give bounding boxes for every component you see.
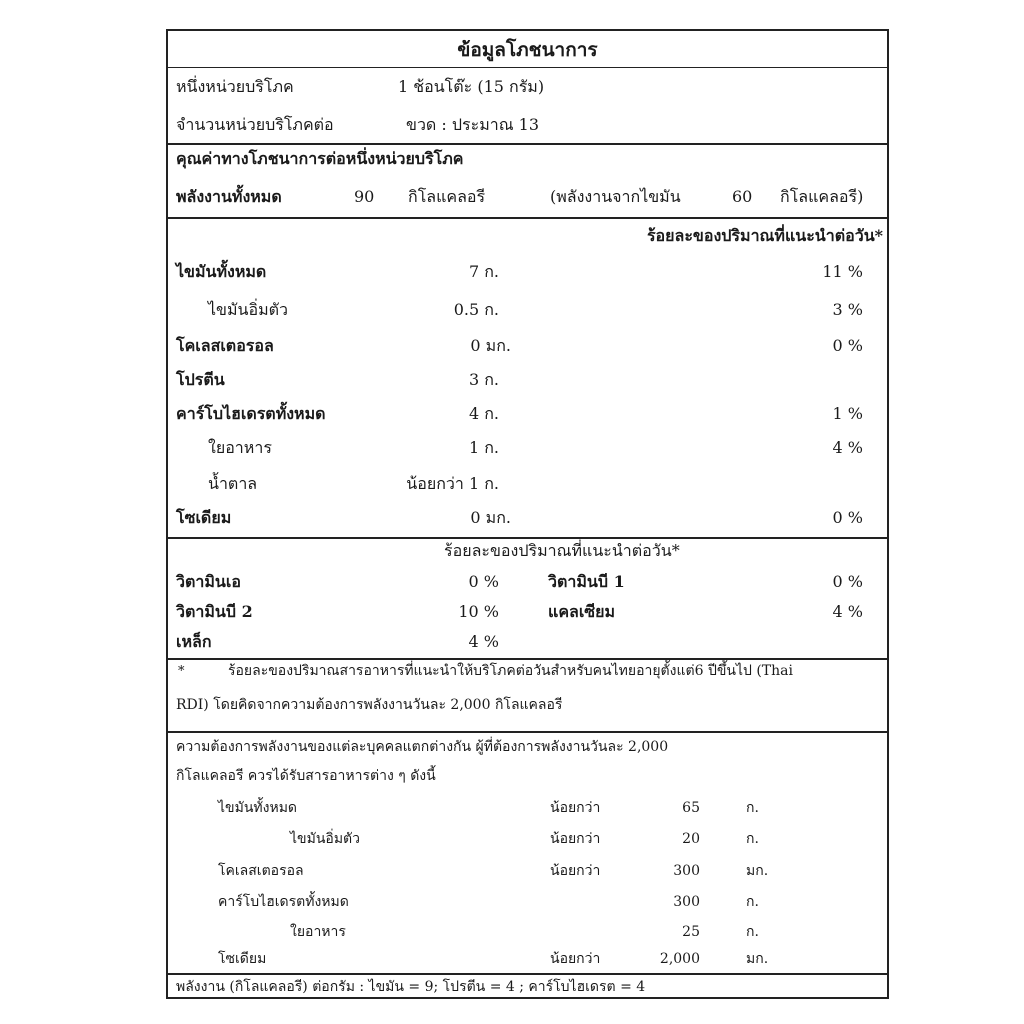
nutrient-name: โซเดียม [176,508,232,527]
nutrient-name: คาร์โบไฮเดรตทั้งหมด [176,404,326,423]
nutrient-daily-value: 0 % [832,336,863,355]
reference-value: 300 [673,863,700,879]
nutrient-amount: 1 ก. [468,438,499,457]
divider [168,973,887,975]
nutrient-amount: 3 ก. [468,370,499,389]
vitamin-name: แคลเซียม [548,602,616,621]
nutrient-daily-value: 3 % [832,300,863,319]
nutrition-per-serving-heading: คุณค่าทางโภชนาการต่อหนึ่งหน่วยบริโภค [176,149,464,168]
total-energy-unit: กิโลแคลอรี [408,187,486,206]
serving-size-label: หนึ่งหน่วยบริโภค [176,77,294,96]
nutrient-name: น้ำตาล [208,474,258,493]
nutrient-name: ใยอาหาร [208,438,272,457]
reference-value: 25 [682,924,700,940]
reference-nutrient-name: คาร์โบไฮเดรตทั้งหมด [218,894,349,910]
divider [168,67,887,68]
footnote-line-1: ร้อยละของปริมาณสารอาหารที่แนะนำให้บริโภคต่อวันสำหรับคนไทยอายุตั้งแต่6 ปีขึ้นไป (Thai [228,663,793,679]
reference-nutrient-name: ไขมันอิ่มตัว [290,831,360,847]
reference-intro-line-2: กิโลแคลอรี ควรได้รับสารอาหารต่าง ๆ ดังนี้ [176,768,436,784]
nutrient-amount: 0 มก. [470,336,511,355]
reference-intro-line-1: ความต้องการพลังงานของแต่ละบุคคลแตกต่างกัน ผู้ที่ต้องการพลังงานวันละ 2,000 [176,739,669,755]
reference-value: 20 [682,831,700,847]
vitamin-value: 10 % [458,602,499,621]
reference-value: 300 [673,894,700,910]
divider [168,537,887,539]
footnote-line-2: RDI) โดยคิดจากความต้องการพลังงานวันละ 2,000 กิโลแคลอรี [176,697,563,713]
total-energy-label: พลังงานทั้งหมด [176,187,282,206]
nutrient-name: ไขมันทั้งหมด [176,262,267,281]
reference-unit: ก. [746,924,759,940]
reference-nutrient-name: ใยอาหาร [290,924,346,940]
reference-unit: มก. [746,951,769,967]
vitamin-name: วิตามินบี 2 [176,602,253,621]
reference-qualifier: น้อยกว่า [550,951,601,967]
nutrient-daily-value: 0 % [832,508,863,527]
nutrition-label [166,29,889,999]
vitamin-value: 4 % [468,632,499,651]
servings-per-container-label: จำนวนหน่วยบริโภคต่อ [176,115,334,134]
servings-per-container-value: ขวด : ประมาณ 13 [406,115,540,134]
vitamin-value: 4 % [832,602,863,621]
total-energy-value: 90 [354,187,375,206]
nutrient-amount: 7 ก. [468,262,499,281]
label-title: ข้อมูลโภชนาการ [457,39,598,61]
nutrient-name: โคเลสเตอรอล [176,336,274,355]
reference-qualifier: น้อยกว่า [550,831,601,847]
reference-unit: มก. [746,863,769,879]
fat-energy-unit: กิโลแคลอรี) [780,187,864,206]
reference-value: 65 [682,800,700,816]
vitamin-name: เหล็ก [176,632,212,651]
serving-size-value: 1 ช้อนโต๊ะ (15 กรัม) [398,77,545,96]
divider [168,658,887,660]
vitamin-name: วิตามินเอ [176,572,241,591]
nutrient-amount: 0 มก. [470,508,511,527]
vitamin-value: 0 % [832,572,863,591]
reference-qualifier: น้อยกว่า [550,800,601,816]
vitamin-value: 0 % [468,572,499,591]
reference-nutrient-name: โคเลสเตอรอล [218,863,304,879]
reference-unit: ก. [746,894,759,910]
reference-nutrient-name: โซเดียม [218,951,267,967]
reference-nutrient-name: ไขมันทั้งหมด [218,800,298,816]
footnote-asterisk: * [178,664,185,679]
divider [168,143,887,145]
reference-unit: ก. [746,800,759,816]
nutrient-name: ไขมันอิ่มตัว [208,300,288,319]
nutrient-daily-value: 11 % [822,262,863,281]
reference-unit: ก. [746,831,759,847]
reference-qualifier: น้อยกว่า [550,863,601,879]
nutrient-name: โปรตีน [176,370,225,389]
fat-energy-value: 60 [732,187,753,206]
vitamins-daily-value-header: ร้อยละของปริมาณที่แนะนำต่อวัน* [444,541,680,560]
daily-value-header: ร้อยละของปริมาณที่แนะนำต่อวัน* [646,226,883,245]
reference-value: 2,000 [659,951,700,967]
divider [168,217,887,219]
nutrient-daily-value: 4 % [832,438,863,457]
nutrient-amount: 4 ก. [468,404,499,423]
vitamin-name: วิตามินบี 1 [548,572,625,591]
nutrient-amount: 0.5 ก. [453,300,499,319]
nutrient-daily-value: 1 % [832,404,863,423]
fat-energy-label: (พลังงานจากไขมัน [550,187,681,206]
divider [168,731,887,733]
nutrient-amount: น้อยกว่า 1 ก. [406,474,499,493]
energy-conversion-factors: พลังงาน (กิโลแคลอรี) ต่อกรัม : ไขมัน = 9; โปรตีน = 4 ; คาร์โบไฮเดรต = 4 [176,979,646,995]
